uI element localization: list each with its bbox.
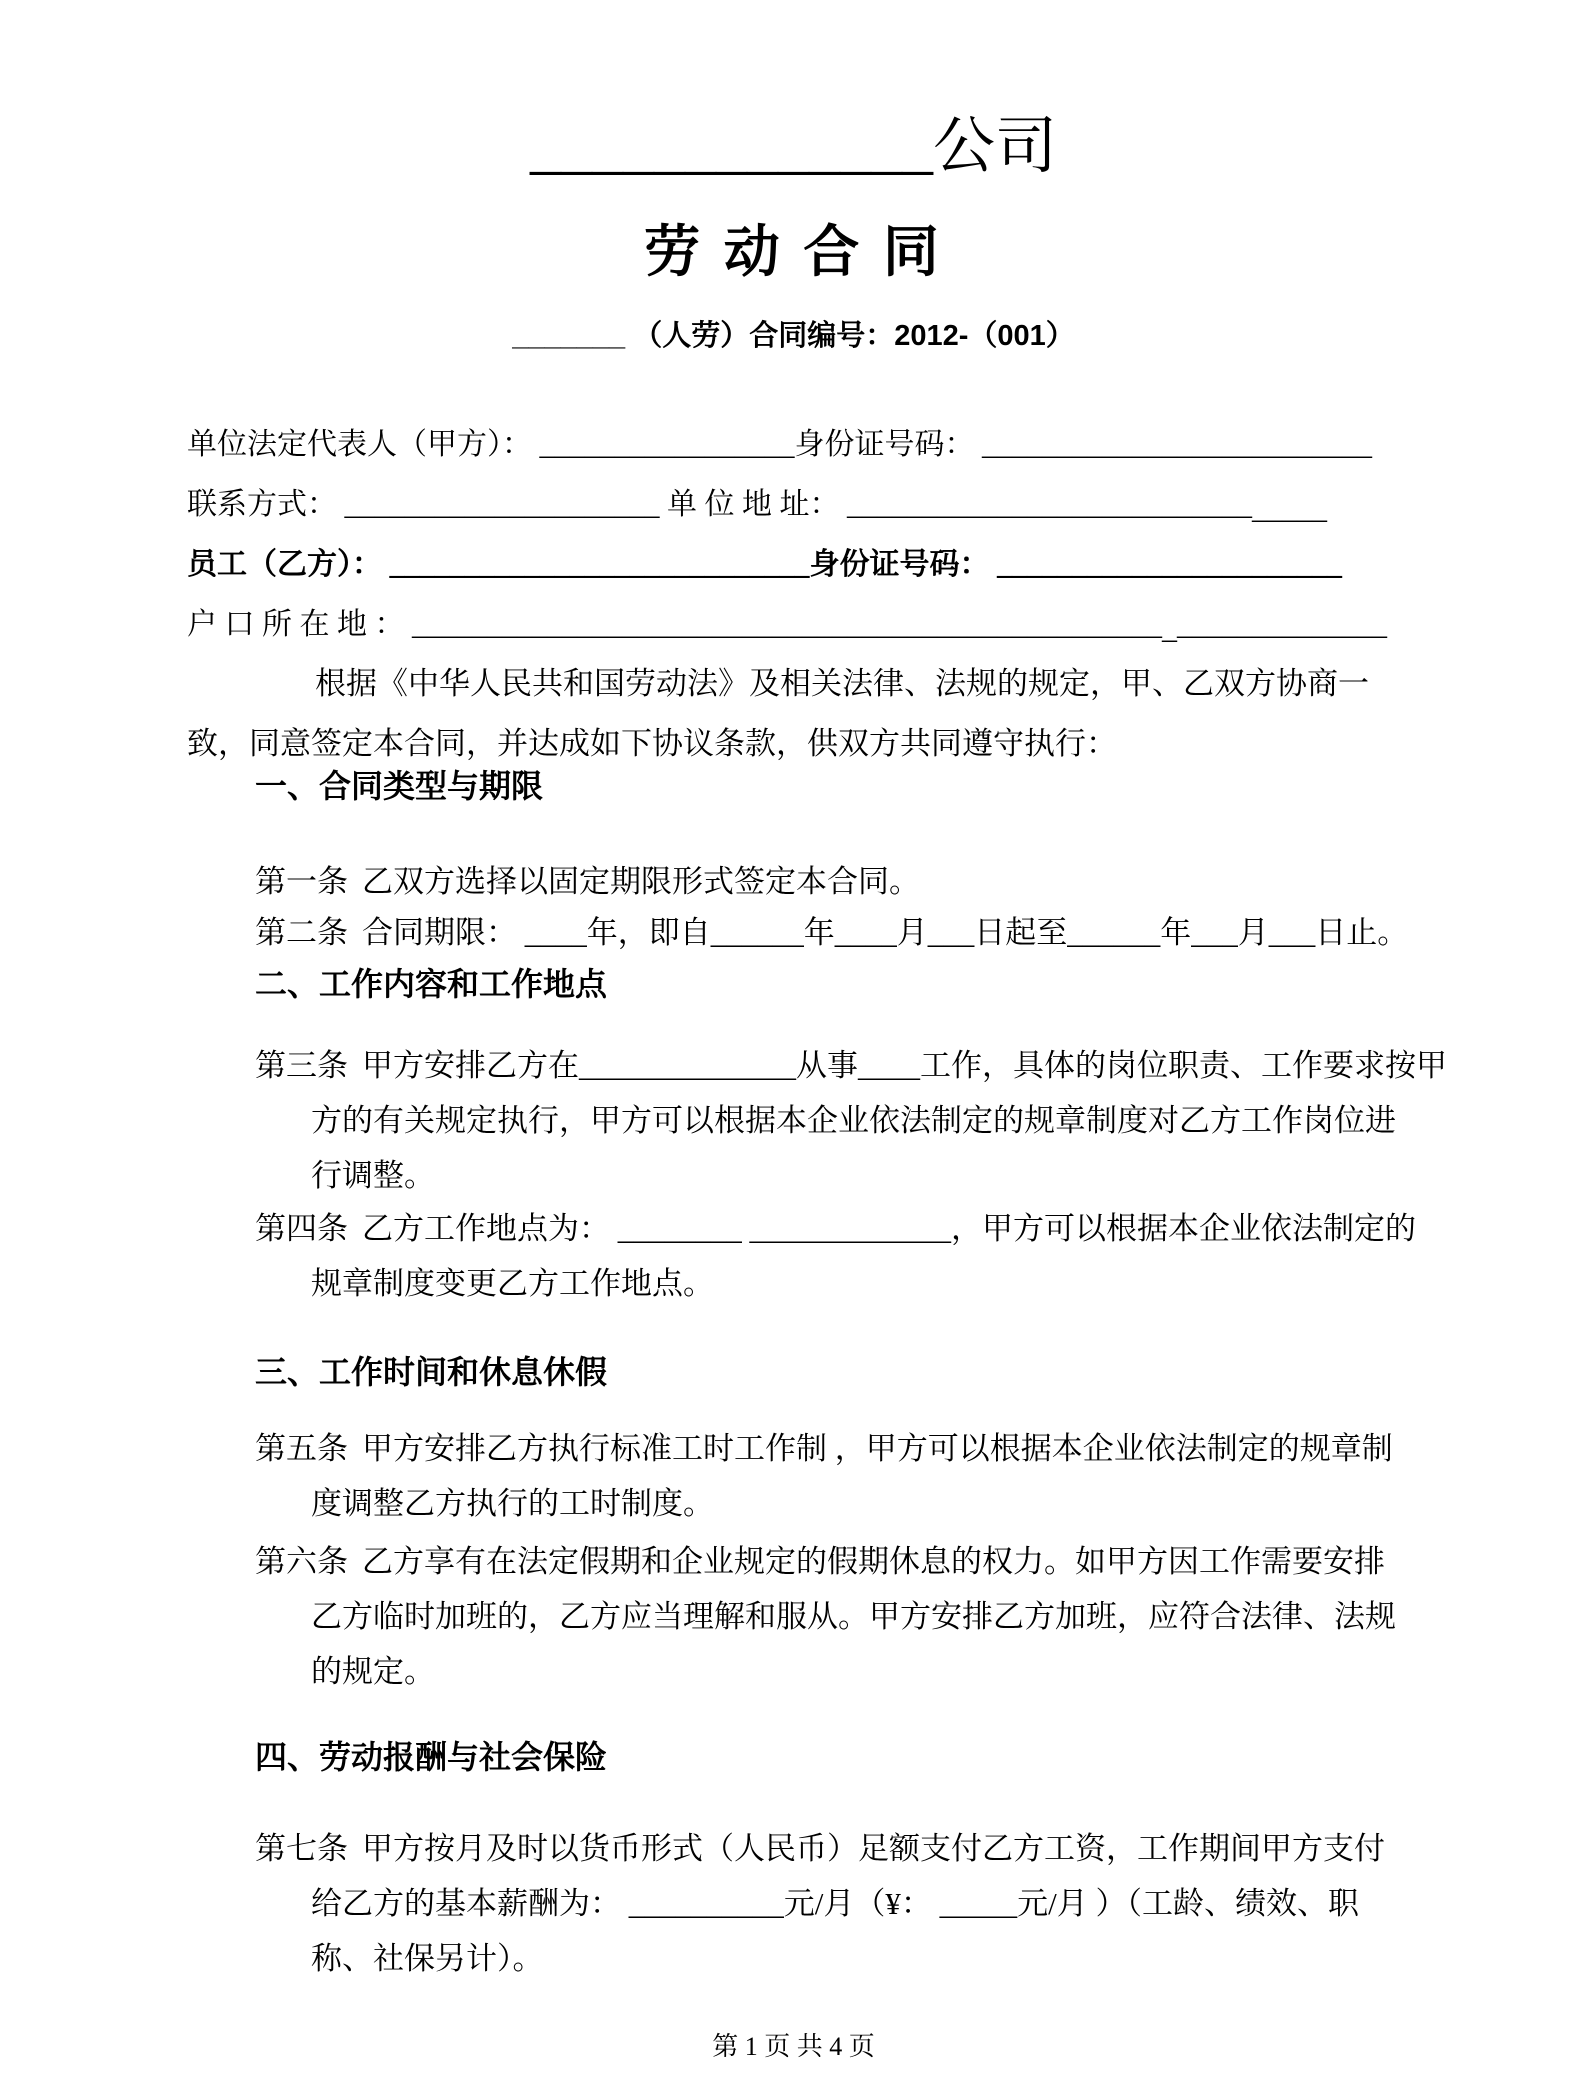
clause-4-text: 规章制度变更乙方工作地点。 <box>311 1266 714 1301</box>
company-name-suffix: 公司 <box>932 113 1057 181</box>
clause-6-text: 乙方临时加班的，乙方应当理解和服从。甲方安排乙方加班，应符合法律、法规 <box>311 1599 1396 1634</box>
clause-5 <box>255 1421 1515 1531</box>
party-a-line <box>187 425 1372 465</box>
party-a-representative-label: 单位法定代表人（甲方）： <box>187 428 532 461</box>
contact-blank: _____________________ <box>337 488 667 521</box>
clause-7-text: 给乙方的基本薪酬为： __________元/月（¥： _____元/月 ）（工龄、绩效、职 <box>311 1886 1359 1921</box>
clause-4-number: 第四条 <box>255 1211 348 1246</box>
contract-number-blank: _______ <box>512 320 626 352</box>
contract-number-line <box>0 318 1587 354</box>
intro-line: 致，同意签定本合同，并达成如下协议条款，供双方共同遵守执行： <box>187 726 1117 761</box>
clause-3-text: 甲方安排乙方在______________从事____工作，具体的岗位职责、工作要求按甲 <box>362 1048 1447 1083</box>
company-address-blank: ___________________________ <box>839 488 1252 521</box>
contact-address-line <box>187 485 1327 525</box>
clause-6-number: 第六条 <box>255 1544 348 1579</box>
clause-2 <box>255 905 1515 960</box>
company-name-line <box>0 112 1587 182</box>
section-heading-4: 四、劳动报酬与社会保险 <box>255 1739 608 1775</box>
party-b-label: 员工（乙方）： <box>187 548 382 581</box>
clause-4 <box>255 1201 1515 1311</box>
company-address-blank-tail: _____ <box>1252 492 1327 525</box>
party-a-id-label: 身份证号码： <box>794 428 975 461</box>
clause-1-number: 第一条 <box>255 864 348 899</box>
company-address-label: 单 位 地 址： <box>667 488 840 521</box>
residence-line <box>187 605 1387 645</box>
page-footer: 第 1 页 共 4 页 <box>712 2032 875 2061</box>
clause-2-text: 合同期限： ____年，即自______年____月___日起至______年___月___日止。 <box>362 915 1409 950</box>
clause-6-text: 的规定。 <box>311 1654 435 1689</box>
clause-4-text: 乙方工作地点为： ________ _____________，甲方可以根据本企业依法制定的 <box>362 1211 1416 1246</box>
clause-5-number: 第五条 <box>255 1431 348 1466</box>
residence-label: 户 口 所 在 地 ： <box>187 608 405 641</box>
clause-1-text: 乙双方选择以固定期限形式签定本合同。 <box>362 864 920 899</box>
party-b-blank: ____________________________ <box>382 548 810 581</box>
clause-5-text: 甲方安排乙方执行标准工时工作制 ，甲方可以根据本企业依法制定的规章制 <box>362 1431 1393 1466</box>
section-heading-3: 三、工作时间和休息休假 <box>255 1354 608 1390</box>
clause-2-number: 第二条 <box>255 915 348 950</box>
clause-7-text: 甲方按月及时以货币形式（人民币）足额支付乙方工资，工作期间甲方支付 <box>362 1831 1385 1866</box>
party-a-representative-blank: _________________ <box>532 428 795 461</box>
residence-blank-tail: ______________ <box>1177 608 1387 641</box>
residence-blank: __________________________________________________ <box>404 608 1162 641</box>
clause-6 <box>255 1534 1515 1699</box>
clause-7-text: 称、社保另计）。 <box>311 1941 544 1976</box>
clause-3-text: 方的有关规定执行，甲方可以根据本企业依法制定的规章制度对乙方工作岗位进 <box>311 1103 1396 1138</box>
party-a-id-blank: __________________________ <box>974 428 1372 461</box>
clause-7-number: 第七条 <box>255 1831 348 1866</box>
clause-3-number: 第三条 <box>255 1048 348 1083</box>
document-title: 劳 动 合 同 <box>644 220 943 283</box>
clause-7 <box>255 1821 1515 1986</box>
section-heading-2: 二、工作内容和工作地点 <box>255 966 608 1002</box>
clause-1 <box>255 854 1515 909</box>
contact-label: 联系方式： <box>187 488 337 521</box>
clause-3-text: 行调整。 <box>311 1158 435 1193</box>
clause-3 <box>255 1038 1515 1203</box>
company-name-blank: _____________ <box>529 113 933 181</box>
intro-line: 根据《中华人民共和国劳动法》及相关法律、法规的规定，甲、乙双方协商一 <box>315 666 1369 701</box>
party-b-id-label: 身份证号码： <box>809 548 990 581</box>
clause-5-text: 度调整乙方执行的工时制度。 <box>311 1486 714 1521</box>
clause-6-text: 乙方享有在法定假期和企业规定的假期休息的权力。如甲方因工作需要安排 <box>362 1544 1385 1579</box>
section-heading-1: 一、合同类型与期限 <box>255 768 544 804</box>
party-b-id-blank: _______________________ <box>989 548 1342 581</box>
intro-paragraph <box>187 654 1477 774</box>
contract-number-text: （人劳）合同编号：2012-（001） <box>625 320 1075 352</box>
residence-blank-low: _ <box>1162 612 1177 645</box>
party-b-line <box>187 545 1342 585</box>
